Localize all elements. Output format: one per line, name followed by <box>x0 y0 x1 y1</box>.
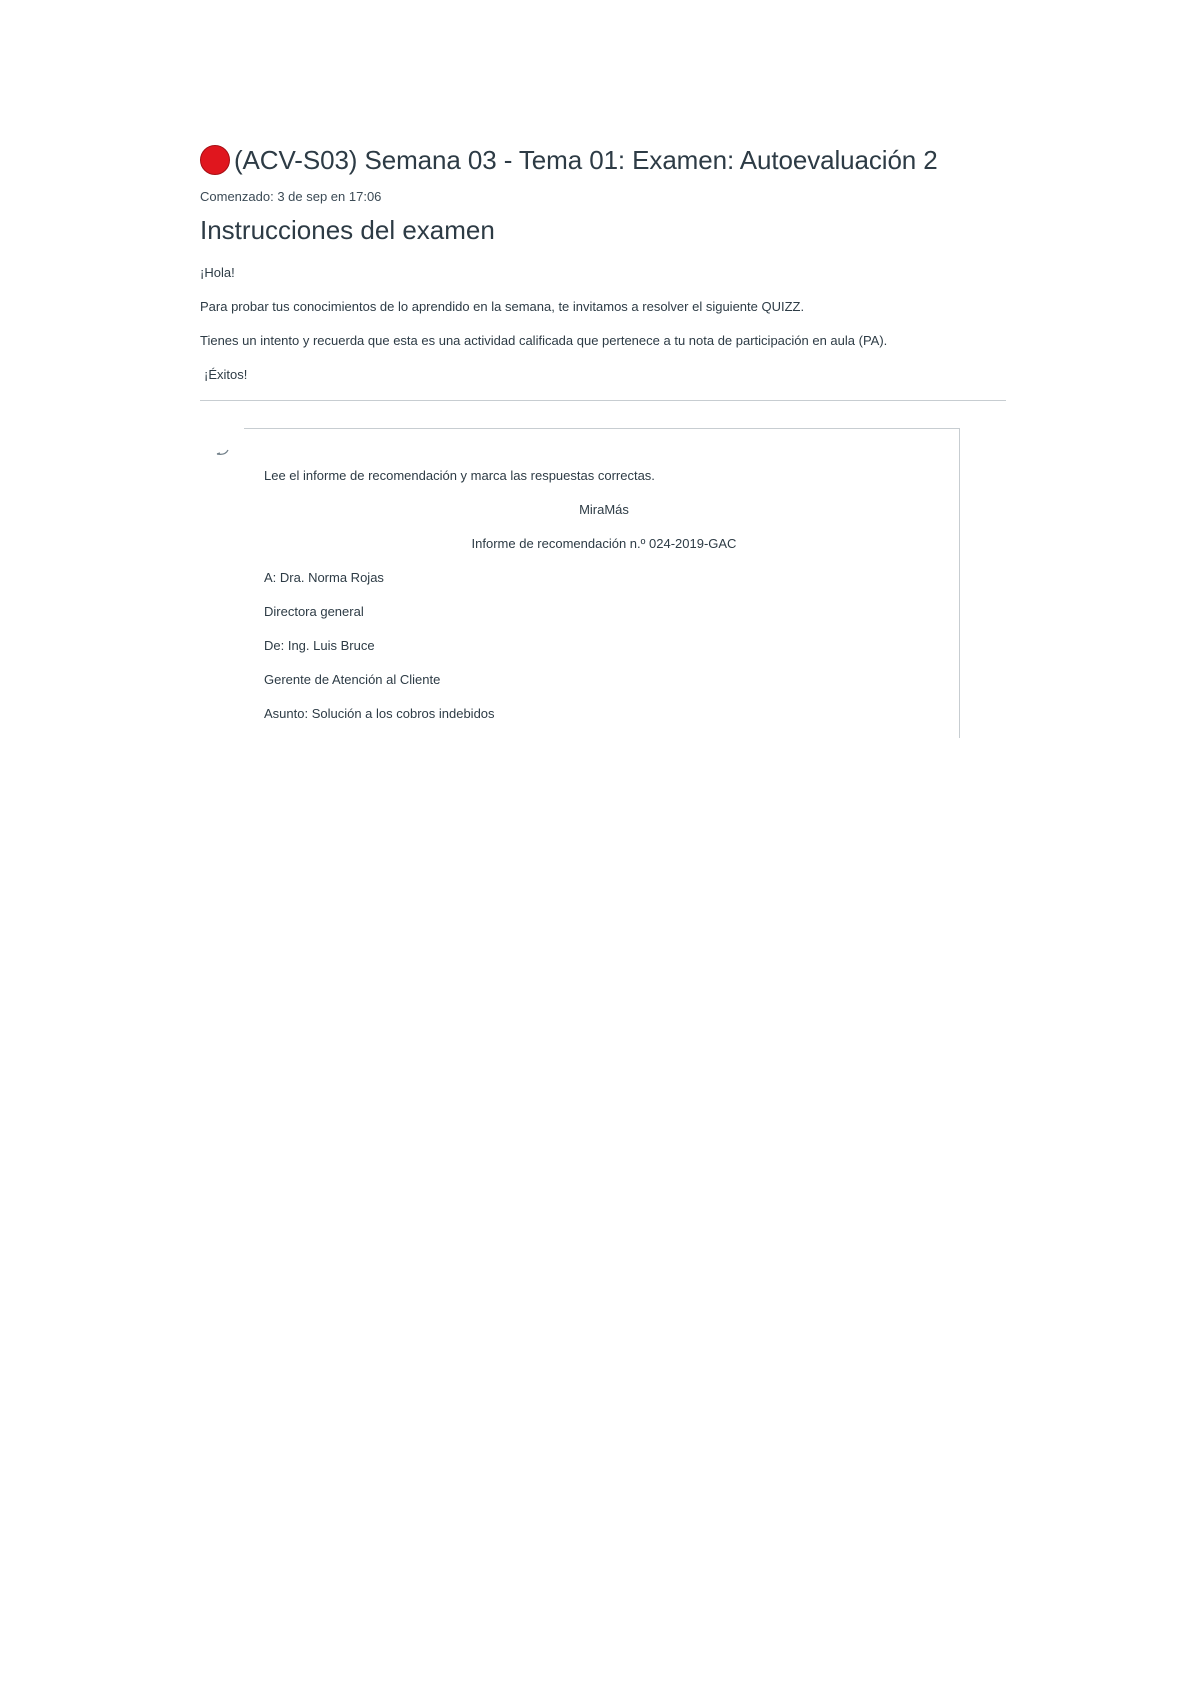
quiz-page <box>200 140 1004 738</box>
report-from: De: Ing. Luis Bruce <box>264 638 375 653</box>
report-subject: Asunto: Solución a los cobros indebidos <box>264 706 495 721</box>
question-text <box>264 467 944 739</box>
instructions-paragraph: ¡Hola! <box>200 265 235 280</box>
instructions-paragraph: Tienes un intento y recuerda que esta es una actividad calificada que pertenece a tu nota de participación en aula (PA). <box>200 333 888 348</box>
report-to-role: Directora general <box>264 604 364 619</box>
question-box <box>244 428 960 738</box>
quiz-started-time: Comenzado: 3 de sep en 17:06 <box>200 189 382 204</box>
instructions-paragraph: ¡Éxitos! <box>204 367 248 382</box>
quiz-title: (ACV-S03) Semana 03 - Tema 01: Examen: Autoevaluación 2 <box>234 144 938 175</box>
question-prompt: Lee el informe de recomendación y marca las respuestas correctas. <box>264 468 655 483</box>
record-status-icon <box>200 145 230 175</box>
report-company: MiraMás <box>579 502 629 517</box>
report-title: Informe de recomendación n.º 024-2019-GAC <box>471 536 737 551</box>
report-to: A: Dra. Norma Rojas <box>264 570 384 585</box>
flag-question-icon[interactable] <box>214 440 232 458</box>
report-from-role: Gerente de Atención al Cliente <box>264 672 441 687</box>
instructions-paragraph: Para probar tus conocimientos de lo aprendido en la semana, te invitamos a resolver el siguiente QUIZZ. <box>200 299 805 314</box>
instructions-body <box>200 264 1004 400</box>
instructions-heading: Instrucciones del examen <box>200 215 495 245</box>
question-1 <box>200 428 1004 738</box>
section-divider <box>200 400 1006 401</box>
quiz-header <box>200 140 1004 180</box>
